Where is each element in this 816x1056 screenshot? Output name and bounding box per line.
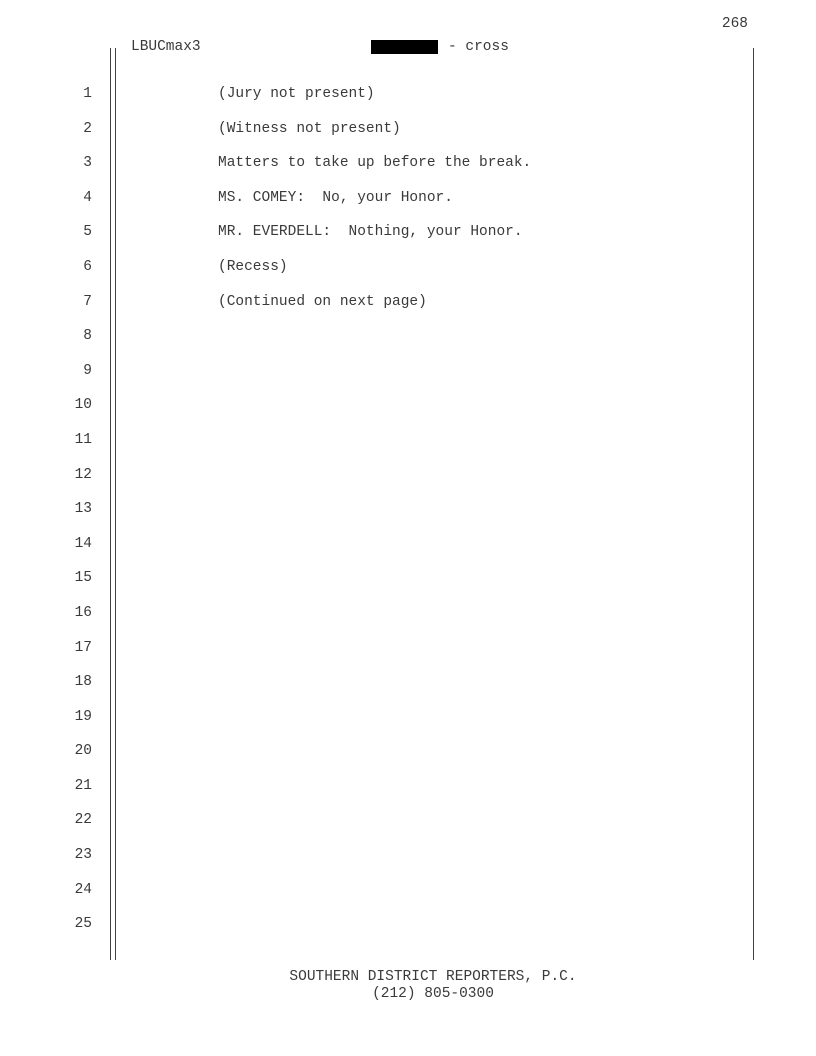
line-number: 24 <box>74 881 92 898</box>
line-number: 19 <box>74 708 92 725</box>
line-number: 6 <box>83 258 92 275</box>
line-number: 13 <box>74 501 92 518</box>
redaction-box <box>371 40 438 54</box>
line-number: 20 <box>74 743 92 760</box>
transcript-line: (Witness not present) <box>218 120 401 137</box>
line-number: 4 <box>83 189 92 206</box>
transcript-line: (Continued on next page) <box>218 293 427 310</box>
line-number: 7 <box>83 293 92 310</box>
footer <box>0 969 816 1003</box>
transcript-body <box>218 86 531 328</box>
line-number: 15 <box>74 570 92 587</box>
line-number: 3 <box>83 155 92 172</box>
transcript-line: MS. COMEY: No, your Honor. <box>218 189 453 206</box>
line-number: 18 <box>74 674 92 691</box>
transcript-line: (Recess) <box>218 258 288 275</box>
line-number-column <box>60 86 92 951</box>
transcript-line: (Jury not present) <box>218 86 375 102</box>
line-number: 21 <box>74 777 92 794</box>
line-number: 11 <box>74 431 92 448</box>
line-number: 9 <box>83 362 92 379</box>
left-margin-rule-inner <box>115 48 116 960</box>
line-number: 23 <box>74 847 92 864</box>
line-number: 2 <box>83 120 92 137</box>
transcript-line: MR. EVERDELL: Nothing, your Honor. <box>218 224 523 241</box>
section-label: - cross <box>448 39 509 55</box>
transcript-line: Matters to take up before the break. <box>218 155 532 172</box>
left-margin-rule <box>110 48 111 960</box>
line-number: 25 <box>74 916 92 933</box>
page-number: 268 <box>721 16 748 32</box>
case-code: LBUCmax3 <box>131 39 201 55</box>
line-number: 16 <box>74 604 92 621</box>
line-number: 1 <box>83 86 92 102</box>
line-number: 12 <box>74 466 92 483</box>
line-number: 5 <box>83 224 92 241</box>
header-section <box>371 39 509 55</box>
reporter-company: SOUTHERN DISTRICT REPORTERS, P.C. <box>289 969 577 985</box>
line-number: 10 <box>74 397 92 414</box>
right-margin-rule <box>753 48 754 960</box>
reporter-phone: (212) 805-0300 <box>372 986 494 1002</box>
line-number: 8 <box>83 328 92 345</box>
line-number: 17 <box>74 639 92 656</box>
line-number: 22 <box>74 812 92 829</box>
line-number: 14 <box>74 535 92 552</box>
